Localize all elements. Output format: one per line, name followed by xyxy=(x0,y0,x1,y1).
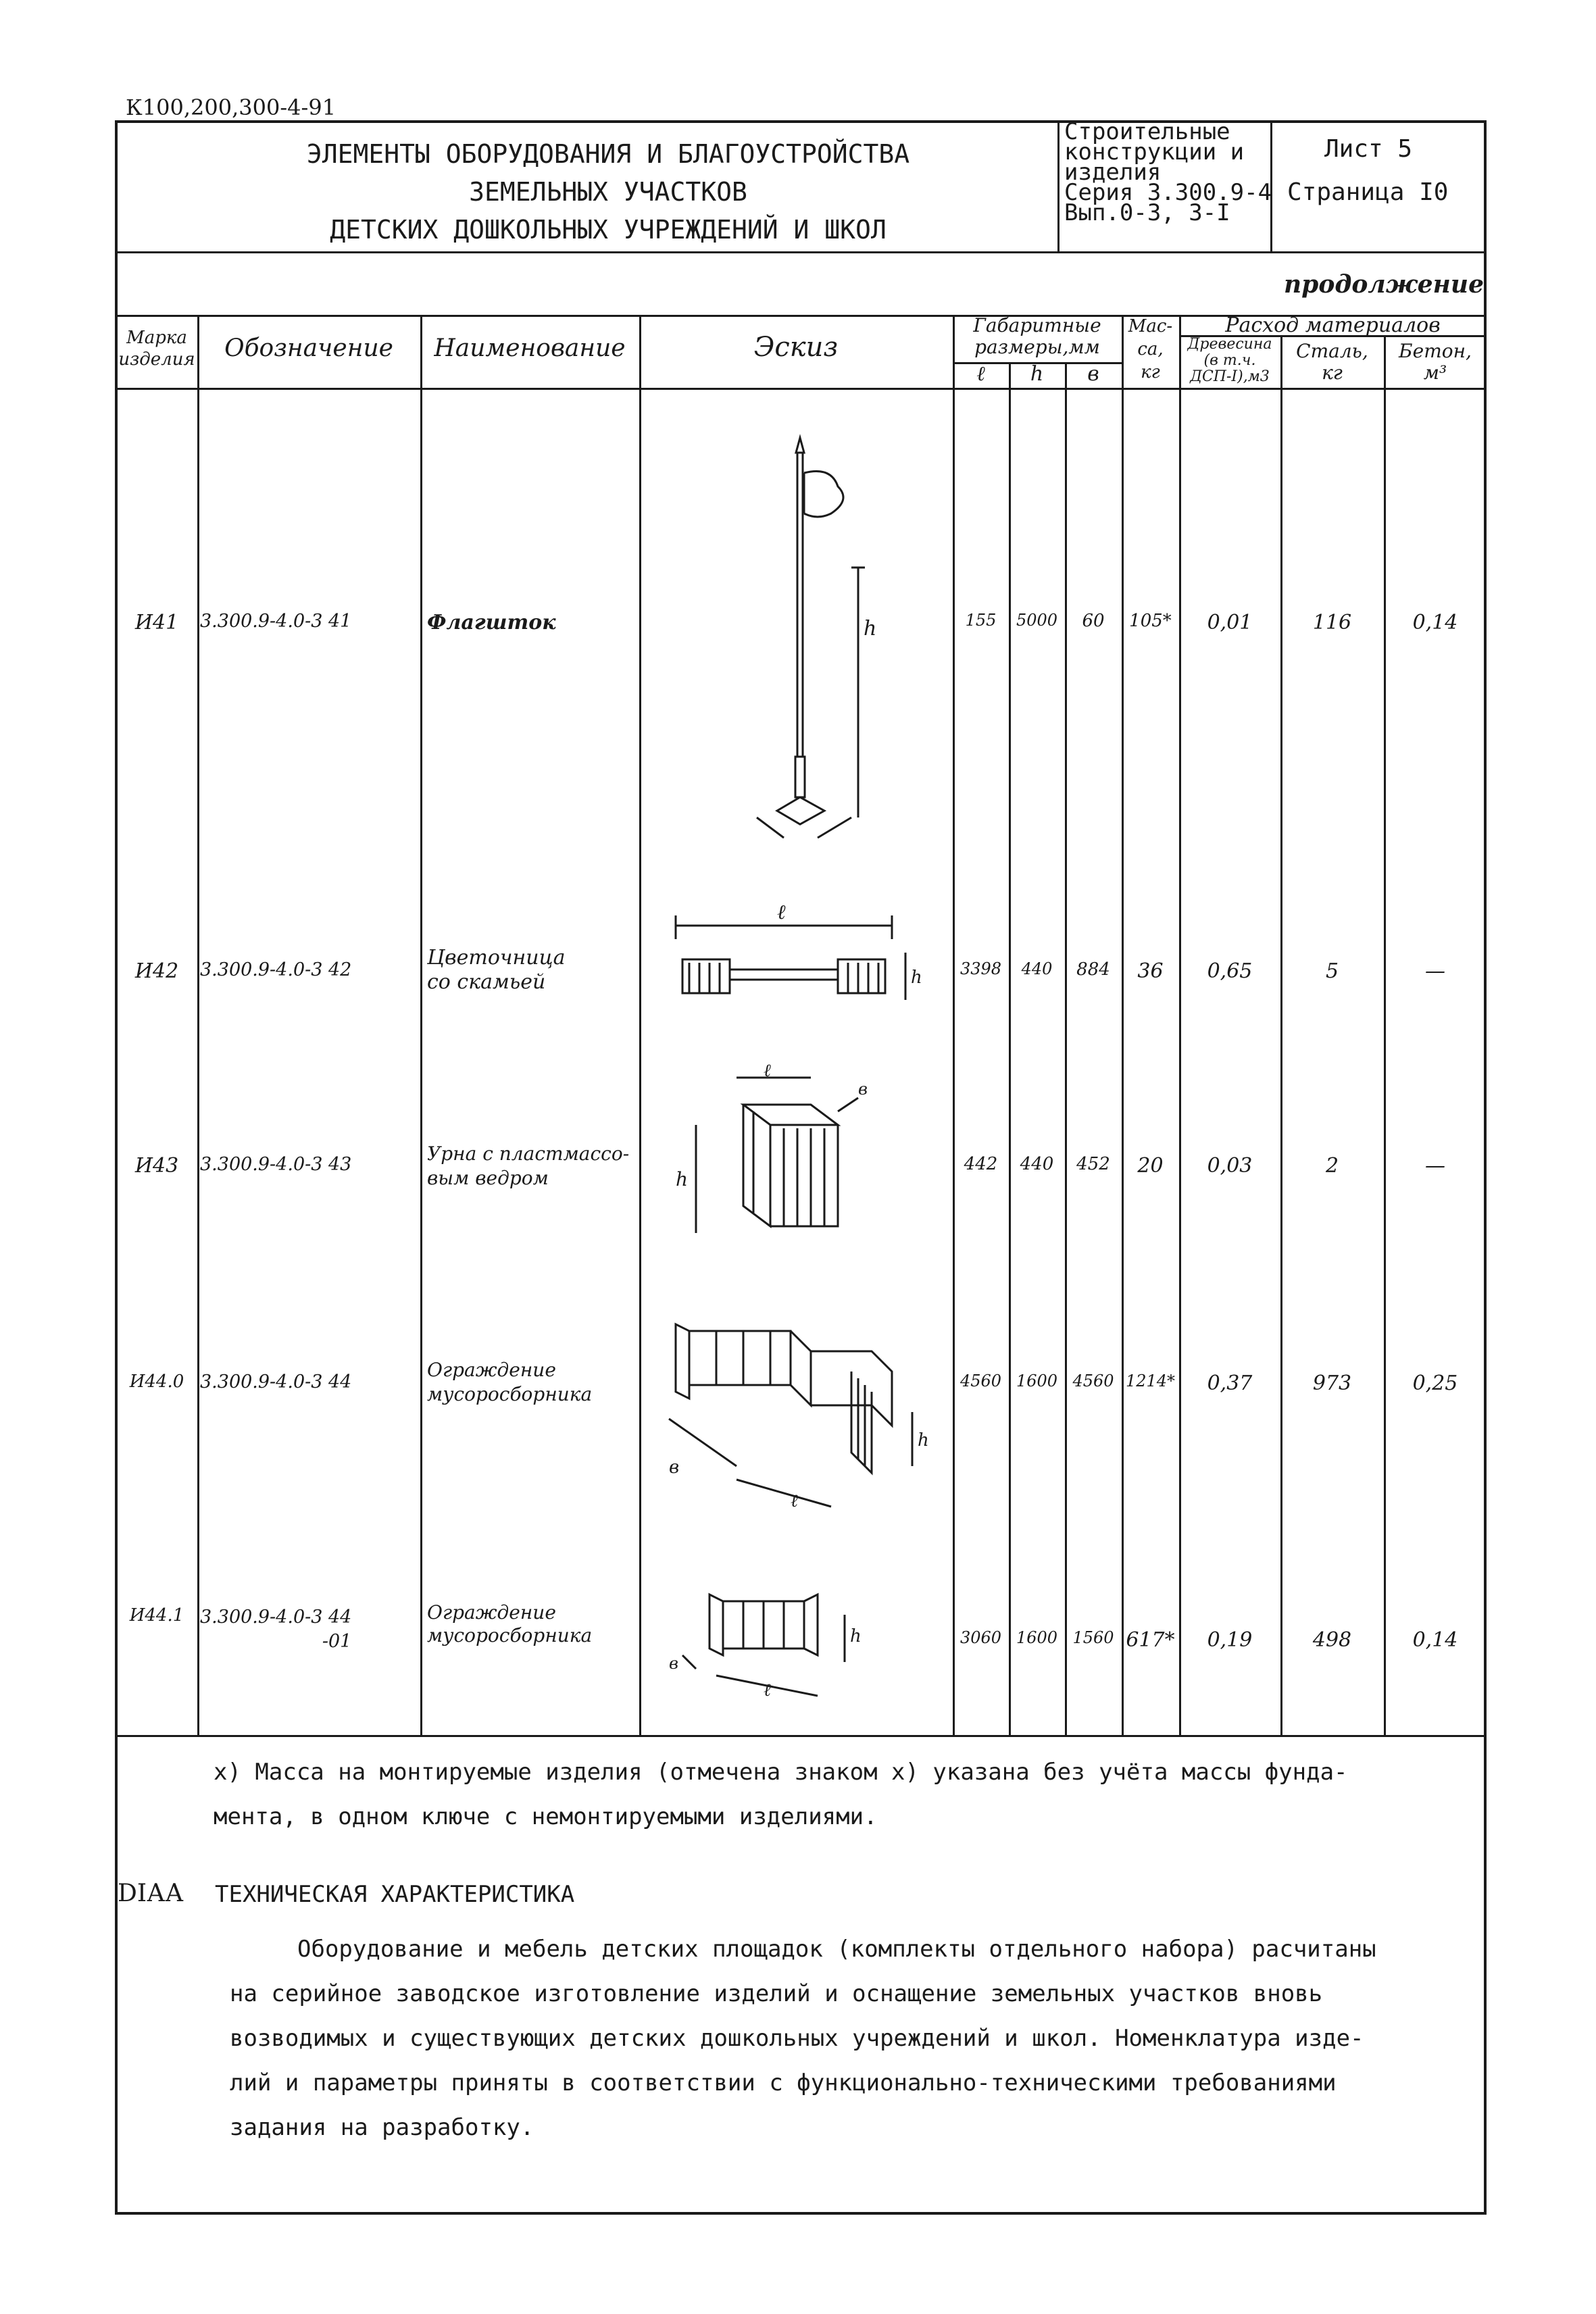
row3-wood: 0,03 xyxy=(1207,1154,1253,1178)
header-dim-b: в xyxy=(1087,362,1099,386)
waste-enclosure-small-sketch xyxy=(655,1574,946,1709)
svg-text:ℓ: ℓ xyxy=(764,1680,771,1701)
header-mass-line-3: кг xyxy=(1141,362,1160,382)
row2-name-line-1: Цветочница xyxy=(427,946,566,970)
section-number: DIАА xyxy=(118,1880,184,1907)
svg-text:h: h xyxy=(864,617,877,640)
title-line-2: ЗЕМЕЛЬНЫХ УЧАСТКОВ xyxy=(469,177,747,207)
col-line-b xyxy=(1122,315,1124,1736)
paragraph-line-5: задания на разработку. xyxy=(230,2114,534,2141)
col-line-wood xyxy=(1280,335,1282,1736)
row2-name-line-2: со скамьей xyxy=(427,970,546,994)
section-heading: ТЕХНИЧЕСКАЯ ХАРАКТЕРИСТИКА xyxy=(215,1881,575,1908)
row2-name xyxy=(427,946,565,995)
header-wood-line-2: (в т.ч. xyxy=(1203,352,1256,369)
series-line-5: Вып.0-3, 3-I xyxy=(1064,199,1230,226)
row3-steel: 2 xyxy=(1325,1154,1339,1178)
row5-name xyxy=(427,1601,592,1647)
header-steel xyxy=(1280,341,1384,384)
section-paragraph xyxy=(230,1927,1473,2150)
row5-name-line-2: мусоросборника xyxy=(427,1624,593,1646)
title-block-series xyxy=(1064,118,1272,226)
svg-text:h: h xyxy=(850,1626,862,1646)
continuation-label: продолжение xyxy=(1284,270,1484,299)
row5-name-line-1: Ограждение xyxy=(427,1601,556,1624)
row5-concrete: 0,14 xyxy=(1412,1628,1458,1652)
series-line-1: Строительные xyxy=(1064,118,1230,145)
paragraph-line-2: на серийное заводское изготовление изделий и оснащение земельных участков вновь xyxy=(230,1980,1323,2007)
row3-name-line-1: Урна с пластмассо- xyxy=(427,1142,630,1165)
col-line-name xyxy=(639,315,641,1736)
header-dims-line-2: размеры,мм xyxy=(974,336,1100,358)
row5-designation xyxy=(200,1605,351,1654)
page-number: Страница I0 xyxy=(1287,178,1449,206)
header-wood-line-1: Древесина xyxy=(1187,336,1272,353)
header-concrete xyxy=(1384,341,1487,384)
footnote xyxy=(214,1750,1470,1839)
row2-h: 440 xyxy=(1021,959,1053,978)
col-line-mass xyxy=(1179,315,1181,1736)
row1-steel: 116 xyxy=(1312,611,1352,634)
header-designation: Обозначение xyxy=(224,334,393,362)
urn-sketch xyxy=(676,1064,919,1247)
row1-concrete: 0,14 xyxy=(1412,611,1458,634)
series-line-3: изделия xyxy=(1064,159,1162,186)
svg-text:в: в xyxy=(669,1457,680,1478)
svg-text:ℓ: ℓ xyxy=(791,1491,798,1511)
svg-text:в: в xyxy=(858,1080,868,1099)
header-mark-line-2: изделия xyxy=(118,349,195,370)
row4-designation: 3.300.9-4.0-3 44 xyxy=(200,1372,352,1392)
header-dims-group xyxy=(953,315,1122,358)
row3-designation: 3.300.9-4.0-3 43 xyxy=(200,1154,352,1175)
row2-l: 3398 xyxy=(959,959,1002,978)
header-mark xyxy=(116,327,197,370)
row5-wood: 0,19 xyxy=(1207,1628,1253,1652)
row3-mark: И43 xyxy=(134,1154,179,1178)
row3-name-line-2: вым ведром xyxy=(427,1167,549,1189)
svg-text:в: в xyxy=(669,1654,678,1673)
header-wood-line-3: ДСП-I),м3 xyxy=(1190,368,1270,385)
header-name: Наименование xyxy=(434,334,626,362)
row1-name: Флагшток xyxy=(427,611,556,634)
row1-wood: 0,01 xyxy=(1207,611,1253,634)
svg-text:h: h xyxy=(918,1430,929,1451)
row5-mark: И44.1 xyxy=(129,1605,184,1626)
waste-enclosure-sketch xyxy=(655,1311,946,1513)
header-materials-group: Расход материалов xyxy=(1225,313,1441,337)
svg-text:h: h xyxy=(911,967,922,988)
footnote-line-1: х) Масса на монтируемые изделия (отмечена знаком х) указана без учёта массы фунда- xyxy=(214,1759,1348,1786)
footnote-line-2: мента, в одном ключе с немонтируемыми изделиями. xyxy=(214,1803,878,1830)
title-block-divider-1 xyxy=(1057,120,1059,253)
row1-h: 5000 xyxy=(1016,611,1058,630)
sheet-number: Лист 5 xyxy=(1324,135,1413,163)
row1-b: 60 xyxy=(1082,611,1105,631)
col-line-mark xyxy=(197,315,199,1736)
flagpole-sketch xyxy=(716,432,878,851)
row4-mass: 1214* xyxy=(1125,1372,1176,1390)
header-concrete-line-2: м³ xyxy=(1423,361,1447,384)
row1-designation: 3.300.9-4.0-3 41 xyxy=(200,611,352,632)
paragraph-line-3: возводимых и существующих детских дошкольных учреждений и школ. Номенклатура изде- xyxy=(230,2025,1364,2052)
header-dim-l: ℓ xyxy=(976,362,985,386)
svg-text:ℓ: ℓ xyxy=(777,901,786,924)
row2-concrete: — xyxy=(1425,959,1445,983)
row1-mark: И41 xyxy=(134,611,179,634)
flowerbed-bench-sketch xyxy=(649,899,946,1013)
row5-steel: 498 xyxy=(1312,1628,1352,1652)
title-line-3: ДЕТСКИХ ДОШКОЛЬНЫХ УЧРЕЖДЕНИЙ И ШКОЛ xyxy=(330,215,887,245)
row4-b: 4560 xyxy=(1072,1372,1114,1390)
row3-name xyxy=(427,1142,629,1190)
row4-name xyxy=(427,1358,592,1407)
row4-name-line-2: мусоросборника xyxy=(427,1383,593,1405)
header-steel-line-1: Сталь, xyxy=(1296,340,1368,362)
paragraph-line-1: Оборудование и мебель детских площадок (комплекты отдельного набора) расчитаны xyxy=(297,1936,1376,1963)
row4-mark: И44.0 xyxy=(129,1372,184,1392)
document-code: К100,200,300-4-91 xyxy=(126,95,336,120)
header-steel-line-2: кг xyxy=(1322,361,1343,384)
col-line-steel xyxy=(1384,335,1386,1736)
header-wood xyxy=(1179,336,1280,385)
header-sketch: Эскиз xyxy=(753,332,839,363)
header-mass-line-2: са, xyxy=(1137,339,1164,359)
series-line-2: конструкции и xyxy=(1064,139,1245,166)
row1-mass: 105* xyxy=(1129,611,1172,631)
row3-h: 440 xyxy=(1020,1154,1054,1174)
row4-h: 1600 xyxy=(1016,1372,1058,1390)
col-line-sketch xyxy=(953,315,955,1736)
title-block-title xyxy=(203,135,1014,249)
row2-wood: 0,65 xyxy=(1207,959,1253,983)
header-dims-line-1: Габаритные xyxy=(973,314,1101,336)
header-concrete-line-1: Бетон, xyxy=(1399,340,1472,362)
row5-l: 3060 xyxy=(959,1628,1002,1647)
paragraph-line-4: лий и параметры приняты в соответствии с функционально-техническими требованиями xyxy=(230,2069,1337,2096)
title-line-1: ЭЛЕМЕНТЫ ОБОРУДОВАНИЯ И БЛАГОУСТРОЙСТВА xyxy=(306,139,910,169)
row2-designation: 3.300.9-4.0-3 42 xyxy=(200,959,352,980)
row4-concrete: 0,25 xyxy=(1412,1372,1458,1395)
row5-designation-line-1: 3.300.9-4.0-3 44 xyxy=(200,1607,352,1628)
row4-wood: 0,37 xyxy=(1207,1372,1253,1395)
row4-l: 4560 xyxy=(959,1372,1002,1390)
series-line-4: Серия 3.300.9-4 xyxy=(1064,179,1272,206)
row2-mass: 36 xyxy=(1137,959,1164,983)
col-line-designation xyxy=(420,315,422,1736)
header-mark-line-1: Марка xyxy=(126,328,187,348)
row2-steel: 5 xyxy=(1325,959,1339,983)
col-line-h xyxy=(1065,362,1067,1736)
row2-b: 884 xyxy=(1076,959,1110,980)
col-line-l xyxy=(1009,362,1011,1736)
header-dim-h: h xyxy=(1030,362,1044,386)
svg-text:ℓ: ℓ xyxy=(764,1064,771,1081)
header-mass-line-1: Мас- xyxy=(1128,316,1173,336)
row1-l: 155 xyxy=(965,611,997,630)
row5-designation-line-2: -01 xyxy=(322,1631,352,1652)
row4-steel: 973 xyxy=(1312,1372,1352,1395)
header-mass xyxy=(1122,315,1179,384)
row2-mark: И42 xyxy=(134,959,179,983)
row5-b: 1560 xyxy=(1072,1628,1114,1647)
svg-text:h: h xyxy=(676,1168,689,1190)
row5-mass: 617* xyxy=(1126,1628,1175,1652)
row3-l: 442 xyxy=(964,1154,998,1174)
row5-h: 1600 xyxy=(1016,1628,1058,1647)
row3-b: 452 xyxy=(1076,1154,1110,1174)
row4-name-line-1: Ограждение xyxy=(427,1359,556,1381)
row3-concrete: — xyxy=(1425,1154,1445,1178)
row3-mass: 20 xyxy=(1137,1154,1164,1178)
title-block-bottom-line xyxy=(115,251,1487,253)
